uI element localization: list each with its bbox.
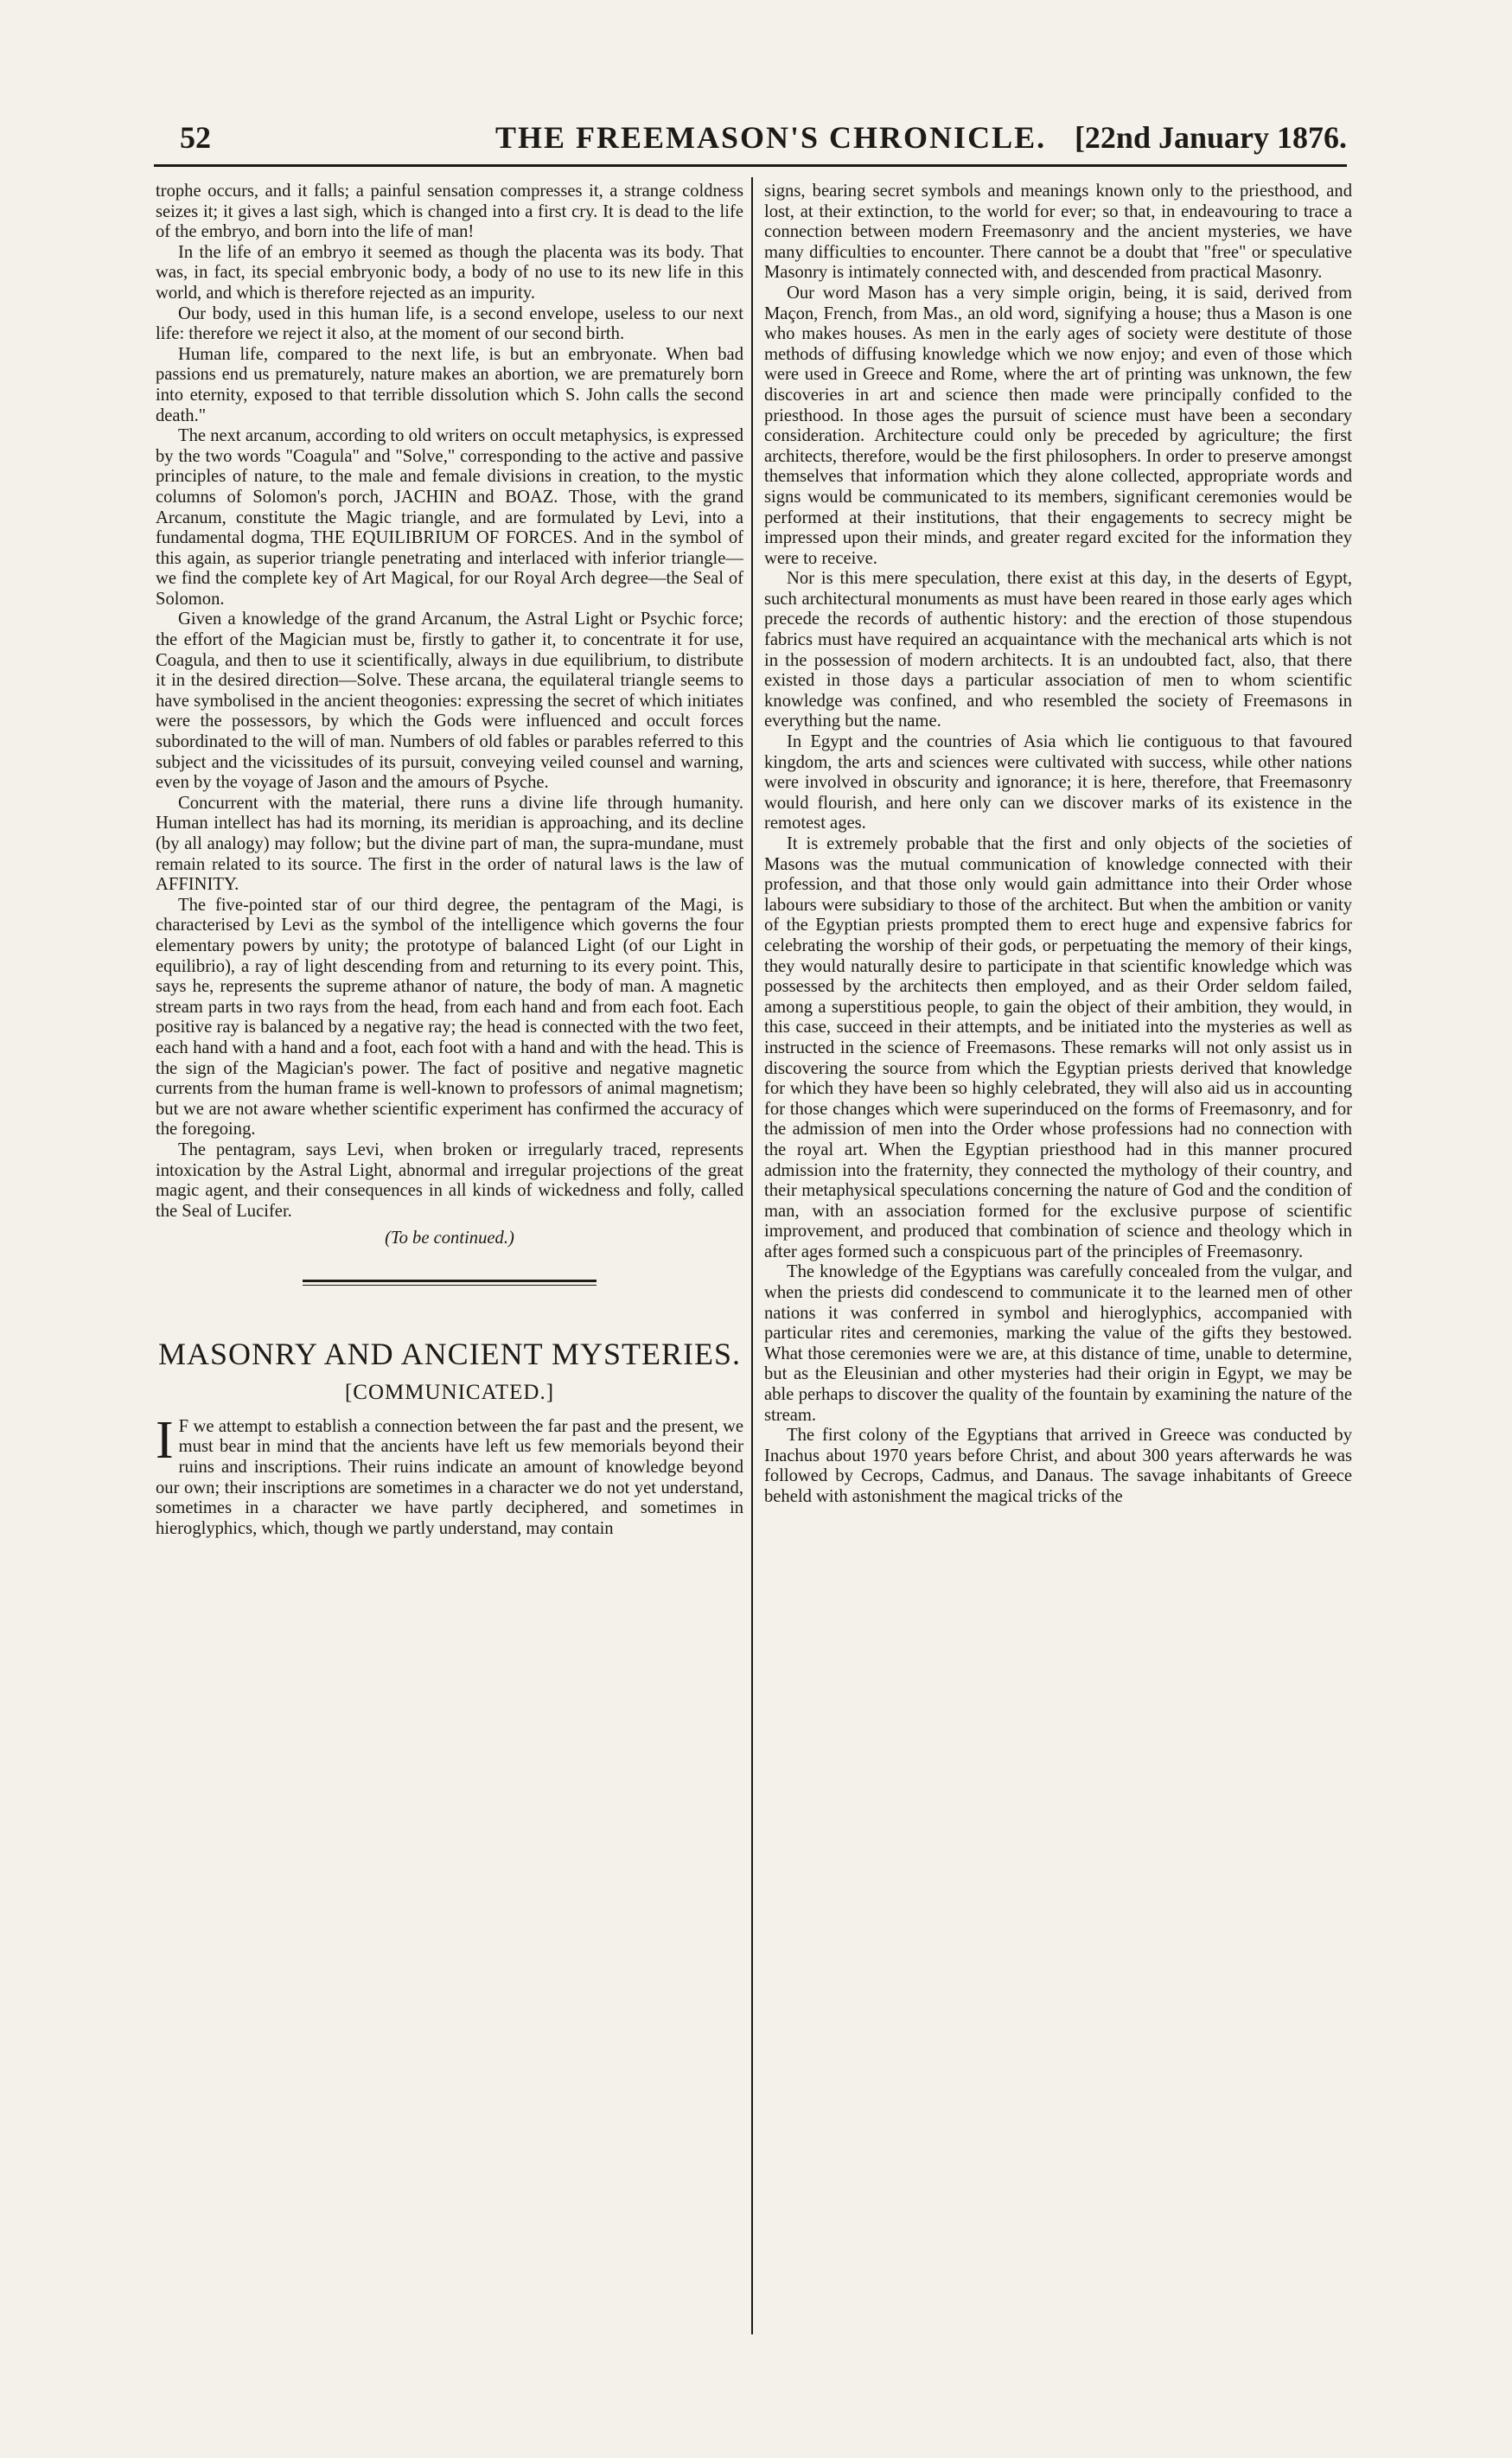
drop-cap: I [156,1410,174,1470]
paragraph: In the life of an embryo it seemed as though the placenta was its body. That was, in fact, its special embryonic body, a body of no use to its new life in this world, and which is therefore rejected as an impurity. [156,242,743,303]
left-column [156,182,743,2334]
article-intro [156,1410,743,1540]
paragraph: Nor is this mere speculation, there exist at this day, in the deserts of Egypt, such architectural monuments as must have been reared in those early ages which precede the records of authentic history: and the erection of those stupendous fabrics must have required an acquaintance with the mechanical arts which is not in the possession of modern architects. It is an undoubted fact, also, that there existed in those days a particular association of men to whom scientific knowledge was confined, and who resembled the society of Freemasons in everything but the name. [764,569,1352,731]
article-subtitle: [COMMUNICATED.] [344,1380,555,1404]
continued-note: (To be continued.) [385,1229,514,1248]
right-column [764,182,1352,2334]
paragraph: It is extremely probable that the first and only objects of the societies of Masons was the mutual communication of knowledge connected with their profession, and that those only would gain admittance into their Order whose labours were subsidiary to those of the architect. But when the ambition or vanity of the Egyptian priests prompted them to erect huge and expensive fabrics for celebrating the worship of their gods, or perpetuating the memory of their kings, they would naturally desire to participate in that scientific knowledge which was possessed by the architects then employed, and as their Order seldom failed, among a superstitious people, to gain the object of their ambition, they would, in this case, succeed in their attempts, and be initiated into the mysteries as well as instructed in the science of Freemasons. These remarks will not only assist us in discovering the source from which the Egyptian priests derived that knowledge for which they have been so highly celebrated, they will also aid us in accounting for those changes which were superinduced on the forms of Freemasonry, and for the admission of men into the Order whose professions had no connection with the royal art. When the Egyptian priesthood had in this manner procured admission into the fraternity, they connected the mythology of their country, and their metaphysical speculations concerning the nature of God and the condition of man, with an association formed for the exclusive purpose of scientific improvement, and produced that combination of science and theology which in after ages formed such a conspicuous part of the principles of Freemasonry. [764,834,1352,1261]
issue-date: [22nd January 1876. [1074,120,1347,155]
paragraph: The five-pointed star of our third degree, the pentagram of the Magi, is characterised by Levi as the symbol of the intelligence which governs the four elementary powers by unity; the prototype of balanced Light (of our Light in equilibrio), a ray of light descending from and returning to its every point. This, says he, represents the supreme athanor of nature, the body of man. A magnetic stream parts in two rays from the head, from each hand and from each foot. Each positive ray is balanced by a negative ray; the head is connected with the two feet, each hand with a hand and a foot, each foot with a hand and with the head. This is the sign of the Magician's power. The fact of positive and negative magnetic currents from the human frame is well-known to professors of animal magnetism; but we are not aware whether scientific experiment has confirmed the accuracy of the foregoing. [156,895,743,1140]
paragraph: The knowledge of the Egyptians was carefully concealed from the vulgar, and when the priests did condescend to communicate it to the learned men of other nations it was conferred in symbol and hieroglyphics, accompanied with particular rites and ceremonies, marking the value of the gifts they bestowed. What those ceremonies were we are, at this distance of time, unable to determine, but as the Eleusinian and other mysteries had their origin in Egypt, we may be able perhaps to discover the quality of the fountain by examining the nature of the stream. [764,1262,1352,1425]
article-title: MASONRY AND ANCIENT MYSTERIES. [157,1336,742,1371]
paragraph: The pentagram, says Levi, when broken or irregularly traced, represents intoxication by the Astral Light, abnormal and irregular projections of the great magic agent, and their consequences in all kinds of wickedness and folly, called the Seal of Lucifer. [156,1140,743,1221]
paragraph: Concurrent with the material, there runs a divine life through humanity. Human intellect has had its morning, its meridian is approaching, and its decline (by all analogy) may follow; but the divine part of man, the supra-mundane, must remain related to its source. The first in the order of natural laws is the law of AFFINITY. [156,793,743,895]
paragraph: The first colony of the Egyptians that arrived in Greece was conducted by Inachus about 1970 years before Christ, and about 300 years afterwards he was followed by Cecrops, Cadmus, and Danaus. The savage inhabitants of Greece beheld with astonishment the magical tricks of the [764,1426,1352,1506]
paragraph: The next arcanum, according to old writers on occult metaphysics, is expressed by the two words "Coagula" and "Solve," corresponding to the active and passive principles of nature, to the male and female divisions in creation, to the mystic columns of Solomon's porch, JACHIN and BOAZ. Those, with the grand Arcanum, constitute the Magic triangle, and are formulated by Levi, into a fundamental dogma, THE EQUILIBRIUM OF FORCES. And in the symbol of this again, as superior triangle penetrating and interlaced with inferior triangle—we find the complete key of Art Magical, for our Royal Arch degree—the Seal of Solomon. [156,426,743,609]
article-intro-text: F we attempt to establish a connection between the far past and the present, we must bear in mind that the ancients have left us few memorials beyond their ruins and inscriptions. Their ruins indicate an amount of knowledge beyond our own; their inscriptions are sometimes in a character we do not yet understand, sometimes in a character we have partly deciphered, and sometimes in hieroglyphics, which, though we partly understand, may contain [156,1416,743,1538]
paragraph: Human life, compared to the next life, is but an embryonate. When bad passions end us prematurely, nature makes an abortion, we are prematurely born into eternity, exposed to that terrible dissolution which S. John calls the second death." [156,344,743,425]
column-rule [751,177,753,2334]
paragraph: Given a knowledge of the grand Arcanum, the Astral Light or Psychic force; the effort of the Magician must be, firstly to gather it, to concentrate it for use, Coagula, and then to use it scientifically, always in due equilibrium, to distribute it in the desired direction—Solve. These arcana, the equilateral triangle seems to have symbolised in the ancient theogonies: expressing the secret of which initiates were the possessors, by which the Gods were influenced and occult forces subordinated to the will of man. Numbers of old fables or parables referred to this subject and the vicissitudes of its pursuit, conveying veiled counsel and warning, even by the voyage of Jason and the amours of Psyche. [156,610,743,793]
paragraph: signs, bearing secret symbols and meanings known only to the priesthood, and lost, at their extinction, to the world for ever; so that, in endeavouring to trace a connection between modern Freemasonry and the ancient mysteries, we have many difficulties to encounter. There cannot be a doubt that "free" or speculative Masonry is intimately connected with, and descended from practical Masonry. [764,182,1352,283]
section-divider [156,1249,743,1301]
page-header [154,119,1347,157]
paragraph: Our body, used in this human life, is a second envelope, useless to our next life: therefore we reject it also, at the moment of our second birth. [156,303,743,344]
masthead-title: THE FREEMASON'S CHRONICLE. [495,120,1047,155]
paragraph: In Egypt and the countries of Asia which lie contiguous to that favoured kingdom, the arts and sciences were cultivated with success, while other nations were involved in obscurity and ignorance; it is here, therefore, that Freemasonry would flourish, and here only can we discover marks of its existence in the remotest ages. [764,732,1352,833]
paragraph: Our word Mason has a very simple origin, being, it is said, derived from Maçon, French, from Mas., an old word, signifying a house; thus a Mason is one who makes houses. As men in the early ages of society were destitute of those methods of diffusing knowledge which we now enjoy; and even of those which were used in Greece and Rome, where the art of printing was unknown, the few discoveries in art and science then made were principally confided to the priesthood. In those ages the pursuit of science must have been a secondary consideration. Architecture could only be preceded by agriculture; the first architects, therefore, would be the first philosophers. In order to preserve amongst themselves that information which they alone collected, appropriate words and signs would be communicated to its members, significant ceremonies would be performed at their institutions, that their engagements to secrecy might be impressed upon their minds, and greater regard excited for the information they were to receive. [764,283,1352,568]
page-number: 52 [180,120,211,155]
paragraph: trophe occurs, and it falls; a painful sensation compresses it, a strange coldness seizes it; it gives a last sigh, which is changed into a first cry. It is dead to the life of the embryo, and born into the life of man! [156,182,743,242]
header-rule [154,164,1347,167]
